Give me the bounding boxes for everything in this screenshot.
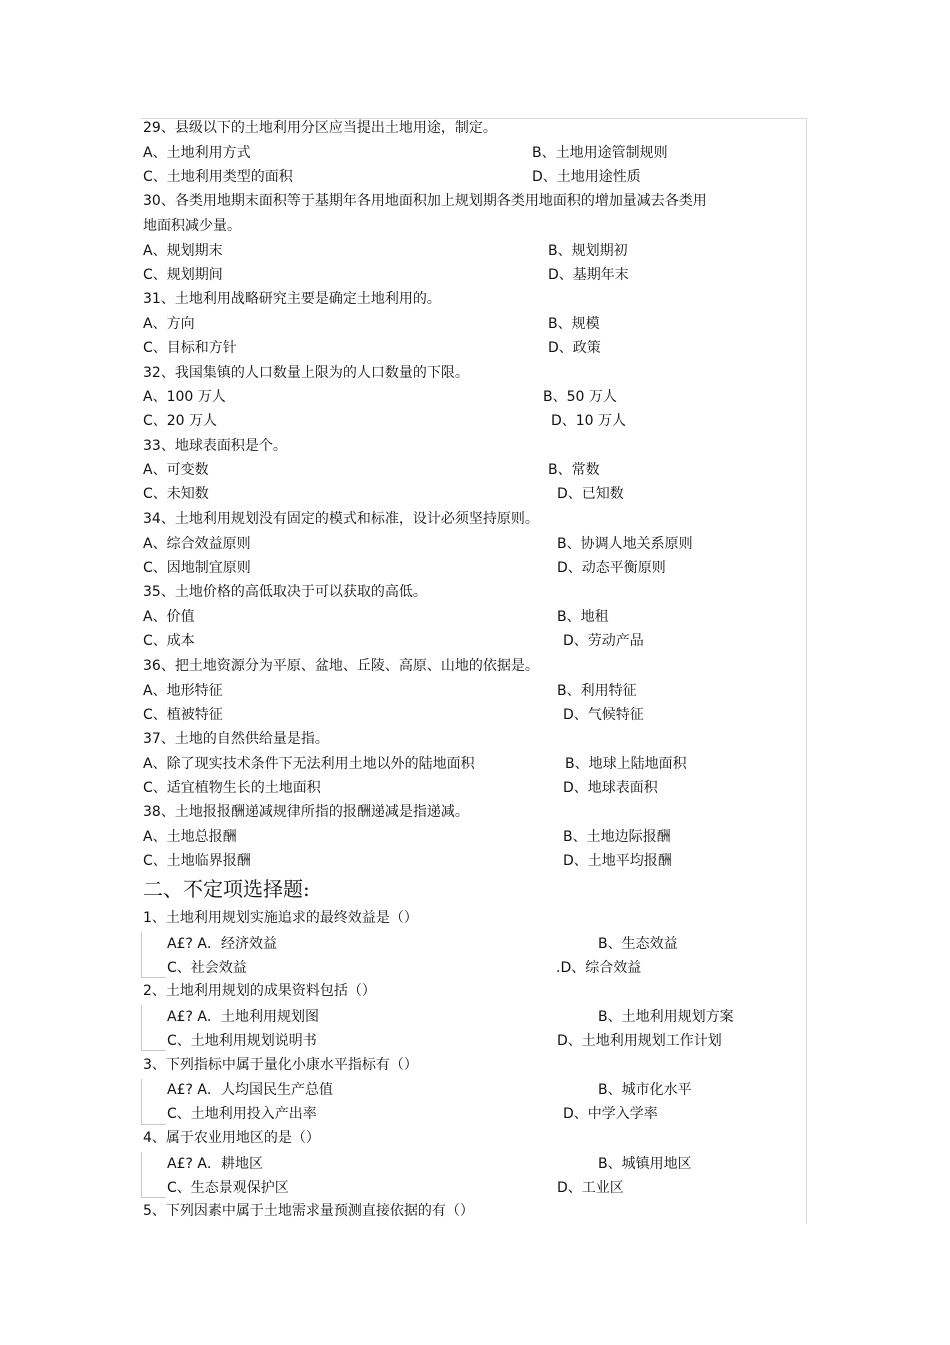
option-36-d: D、气候特征 xyxy=(563,707,644,723)
option-30-a: A、规划期末 xyxy=(143,243,223,259)
section-2-heading: 二、不定项选择题: xyxy=(143,877,310,901)
option-34-d: D、动态平衡原则 xyxy=(557,560,666,576)
option-29-d: D、土地用途性质 xyxy=(532,169,641,185)
option-31-b: B、规模 xyxy=(548,316,600,332)
question-32: 32、我国集镇的人口数量上限为的人口数量的下限。 xyxy=(143,365,469,381)
mq-2: 2、土地利用规划的成果资料包括（） xyxy=(143,983,376,999)
option-33-c: C、未知数 xyxy=(143,486,209,502)
mq-1-option-c: C、社会效益 xyxy=(167,960,247,976)
option-36-c: C、植被特征 xyxy=(143,707,223,723)
option-37-b: B、地球上陆地面积 xyxy=(565,756,687,772)
mq-2-option-a: A£? A．土地利用规划图 xyxy=(167,1009,319,1025)
question-38: 38、土地报报酬递减规律所指的报酬递减是指递减。 xyxy=(143,804,469,820)
option-38-c: C、土地临界报酬 xyxy=(143,853,251,869)
question-35: 35、土地价格的高低取决于可以获取的高低。 xyxy=(143,584,427,600)
option-30-d: D、基期年末 xyxy=(548,267,629,283)
mq-4: 4、属于农业用地区的是（） xyxy=(143,1130,320,1146)
option-bracket xyxy=(141,1005,166,1051)
option-34-c: C、因地制宜原则 xyxy=(143,560,251,576)
mq-3: 3、下列指标中属于量化小康水平指标有（） xyxy=(143,1057,418,1073)
question-30-cont: 地面积减少量。 xyxy=(143,218,241,234)
option-bracket xyxy=(141,1079,166,1125)
question-36: 36、把土地资源分为平原、盆地、丘陵、高原、山地的依据是。 xyxy=(143,658,539,674)
option-29-b: B、土地用途管制规则 xyxy=(532,145,668,161)
option-35-b: B、地租 xyxy=(557,609,609,625)
mq-3-option-c: C、土地利用投入产出率 xyxy=(167,1106,317,1122)
mq-4-option-d: D、工业区 xyxy=(557,1180,624,1196)
mq-2-option-b: B、土地利用规划方案 xyxy=(598,1009,734,1025)
option-38-b: B、土地边际报酬 xyxy=(563,829,671,845)
option-bracket xyxy=(141,932,166,978)
option-33-d: D、已知数 xyxy=(557,486,624,502)
question-29: 29、县级以下的土地利用分区应当提出土地用途，制定。 xyxy=(143,120,497,136)
option-35-c: C、成本 xyxy=(143,633,195,649)
mq-4-option-c: C、生态景观保护区 xyxy=(167,1180,289,1196)
option-32-a: A、100 万人 xyxy=(143,389,226,405)
option-35-d: D、劳动产品 xyxy=(563,633,644,649)
option-36-a: A、地形特征 xyxy=(143,683,223,699)
option-32-b: B、50 万人 xyxy=(543,389,617,405)
option-36-b: B、利用特征 xyxy=(557,683,637,699)
option-38-a: A、土地总报酬 xyxy=(143,829,237,845)
question-37: 37、土地的自然供给量是指。 xyxy=(143,731,329,747)
option-38-d: D、土地平均报酬 xyxy=(563,853,672,869)
option-35-a: A、价值 xyxy=(143,609,195,625)
option-30-b: B、规划期初 xyxy=(548,243,628,259)
mq-3-option-d: D、中学入学率 xyxy=(563,1106,658,1122)
mq-1: 1、土地利用规划实施追求的最终效益是（） xyxy=(143,910,418,926)
mq-2-option-d: D、土地利用规划工作计划 xyxy=(557,1033,722,1049)
option-33-a: A、可变数 xyxy=(143,462,209,478)
mq-3-option-a: A£? A．人均国民生产总值 xyxy=(167,1082,333,1098)
mq-4-option-a: A£? A．耕地区 xyxy=(167,1156,263,1172)
option-29-a: A、土地利用方式 xyxy=(143,145,251,161)
mq-2-option-c: C、土地利用规划说明书 xyxy=(167,1033,317,1049)
question-34: 34、土地利用规划没有固定的模式和标准，设计必须坚持原则。 xyxy=(143,511,539,527)
option-31-c: C、目标和方针 xyxy=(143,340,237,356)
mq-1-option-b: B、生态效益 xyxy=(598,936,678,952)
option-33-b: B、常数 xyxy=(548,462,600,478)
mq-4-option-b: B、城镇用地区 xyxy=(598,1156,692,1172)
option-30-c: C、规划期间 xyxy=(143,267,223,283)
option-32-c: C、20 万人 xyxy=(143,413,218,429)
mq-1-option-a: A£? A．经济效益 xyxy=(167,936,277,952)
option-37-c: C、适宜植物生长的土地面积 xyxy=(143,780,321,796)
option-34-b: B、协调人地关系原则 xyxy=(557,536,693,552)
option-32-d: D、10 万人 xyxy=(551,413,627,429)
question-33: 33、地球表面积是个。 xyxy=(143,438,287,454)
mq-1-option-d: .D、综合效益 xyxy=(556,960,642,976)
option-37-d: D、地球表面积 xyxy=(563,780,658,796)
mq-5: 5、下列因素中属于土地需求量预测直接依据的有（） xyxy=(143,1203,474,1219)
option-37-a: A、除了现实技术条件下无法利用土地以外的陆地面积 xyxy=(143,756,475,772)
question-31: 31、土地利用战略研究主要是确定土地利用的。 xyxy=(143,291,441,307)
option-34-a: A、综合效益原则 xyxy=(143,536,251,552)
option-bracket xyxy=(141,1152,166,1198)
option-31-d: D、政策 xyxy=(548,340,601,356)
option-29-c: C、土地利用类型的面积 xyxy=(143,169,293,185)
question-30: 30、各类用地期末面积等于基期年各用地面积加上规划期各类用地面积的增加量减去各类用 xyxy=(143,193,707,209)
option-31-a: A、方向 xyxy=(143,316,195,332)
mq-3-option-b: B、城市化水平 xyxy=(598,1082,692,1098)
